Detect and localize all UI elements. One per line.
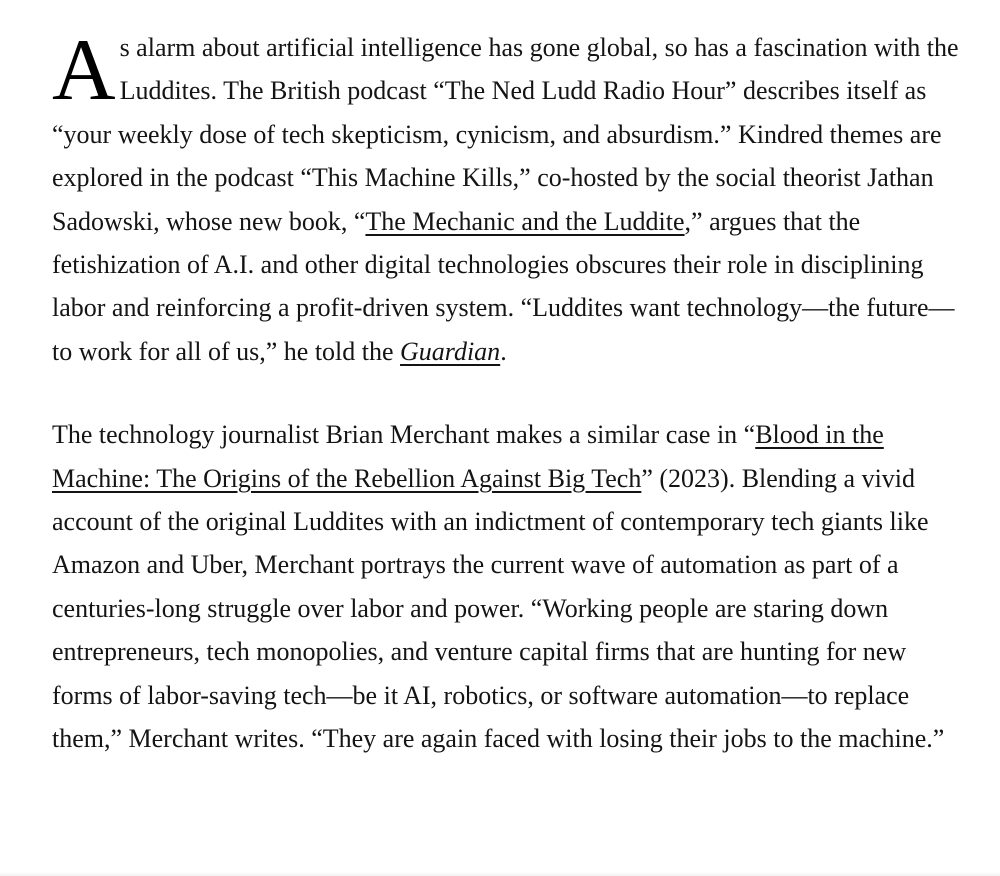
article-body xyxy=(52,22,972,761)
link-blood-in-the-machine[interactable]: Blood in the Machine: The Origins of the Rebellion Against Big Tech xyxy=(52,420,884,493)
link-guardian-label: Guardian xyxy=(400,336,501,366)
link-mechanic-and-the-luddite[interactable]: The Mechanic and the Luddite xyxy=(365,206,685,236)
paragraph-2-text-b: ” (2023). Blending a vivid account of the original Luddites with an indictment of contemporary tech giants like Amazon and Uber, Merchant portrays the current wave of automation as part of a centuries-long struggle over labor and power. “Working people are staring down entrepreneurs, tech monopolies, and venture capital firms that are hunting for new forms of labor-saving tech—be it AI, robotics, or software automation—to replace them,” Merchant writes. “They are again faced with losing their jobs to the machine.” xyxy=(52,463,945,754)
link-guardian[interactable] xyxy=(400,337,500,366)
paragraph-2 xyxy=(52,413,972,760)
drop-cap: A xyxy=(52,22,116,119)
paragraph-2-text-a: The technology journalist Brian Merchant makes a similar case in “ xyxy=(52,420,756,450)
paragraph-1 xyxy=(52,22,972,373)
bottom-divider xyxy=(0,872,1000,876)
paragraph-1-text-b: ,” argues that the fetishization of A.I. and other digital technologies obscures their role in disciplining labor and reinforcing a profit-driven system. “Luddites want technology—the future—to work for all of us,” he told the xyxy=(52,206,955,366)
paragraph-1-text-c: . xyxy=(500,336,507,366)
paragraph-1-text-a: s alarm about artificial intelligence has gone global, so has a fascination with the Luddites. The British podcast “The Ned Ludd Radio Hour” describes itself as “your weekly dose of tech skepticism, cynicism, and absurdism.” Kindred themes are explored in the podcast “This Machine Kills,” co-hosted by the social theorist Jathan Sadowski, whose new book, “ xyxy=(52,33,959,236)
